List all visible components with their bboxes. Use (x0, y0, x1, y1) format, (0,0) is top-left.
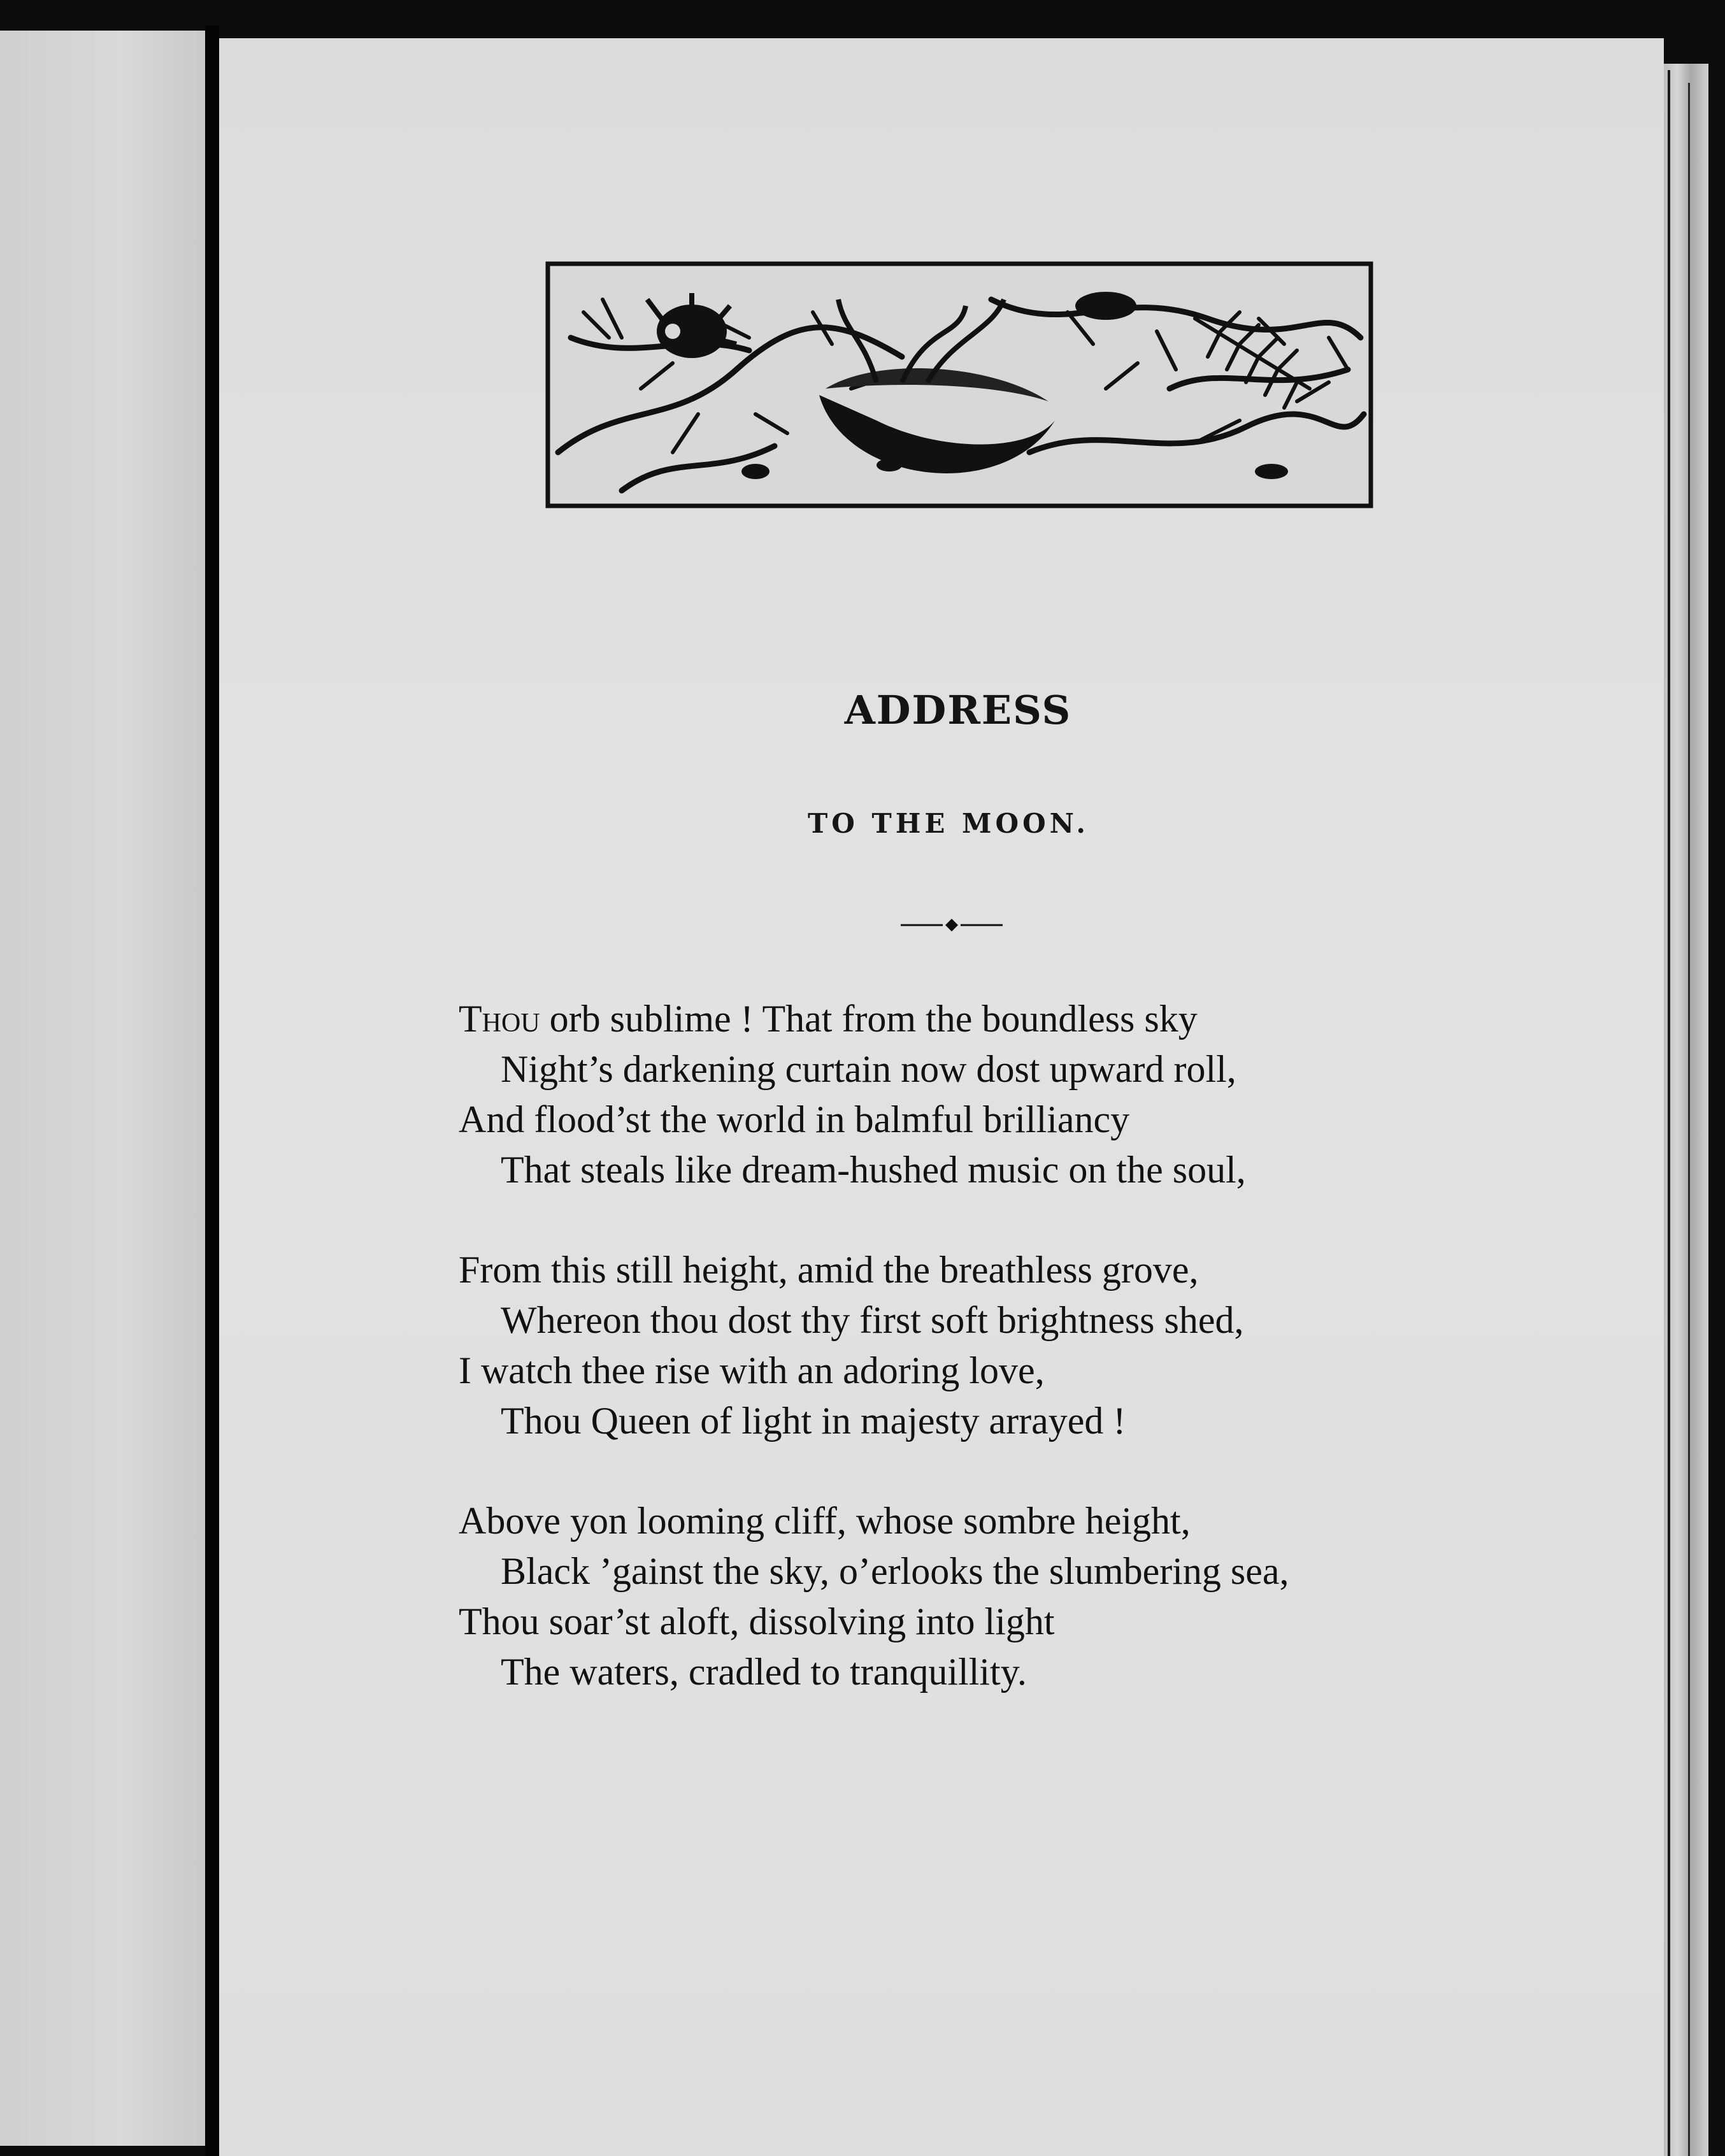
poem-line: The waters, cradled to tranquillity. (501, 1651, 1027, 1693)
stanza (459, 1245, 1452, 1446)
poem-line (459, 994, 1452, 1044)
page-stack-edge (1664, 64, 1708, 2156)
book-gutter (205, 25, 219, 2156)
poem-line: Black ’gainst the sky, o’erlooks the slumbering sea, (501, 1550, 1289, 1592)
page-title: ADDRESS (844, 687, 1072, 733)
poem-line: Night’s darkening curtain now dost upward roll, (501, 1048, 1236, 1090)
stanza (459, 994, 1452, 1195)
poem-body (459, 994, 1452, 1747)
stanza (459, 1496, 1452, 1697)
page-subtitle: TO THE MOON. (807, 808, 1090, 839)
seaweed-shell-ornament-icon (545, 261, 1373, 508)
diamond-rule-icon (901, 917, 1003, 933)
poem-line: Thou Queen of light in majesty arrayed ! (501, 1400, 1126, 1442)
page-edge-line (1668, 70, 1670, 2156)
poem-line-text: orb sublime ! That from the boundless sky (540, 998, 1198, 1040)
drop-word: Thou (459, 998, 540, 1040)
poem-line: Thou soar’st aloft, dissolving into light (459, 1600, 1055, 1642)
poem-line: That steals like dream-hushed music on the soul, (501, 1149, 1246, 1191)
page-edge-line (1688, 83, 1690, 2156)
facing-page-edge (0, 31, 205, 2146)
poem-line: From this still height, amid the breathless grove, (459, 1249, 1199, 1291)
poem-line: Whereon thou dost thy first soft brightness shed, (501, 1299, 1244, 1341)
poem-line: I watch thee rise with an adoring love, (459, 1349, 1045, 1391)
poem-line: Above yon looming cliff, whose sombre height, (459, 1500, 1191, 1542)
poem-line: And flood’st the world in balmful brilliancy (459, 1098, 1130, 1140)
